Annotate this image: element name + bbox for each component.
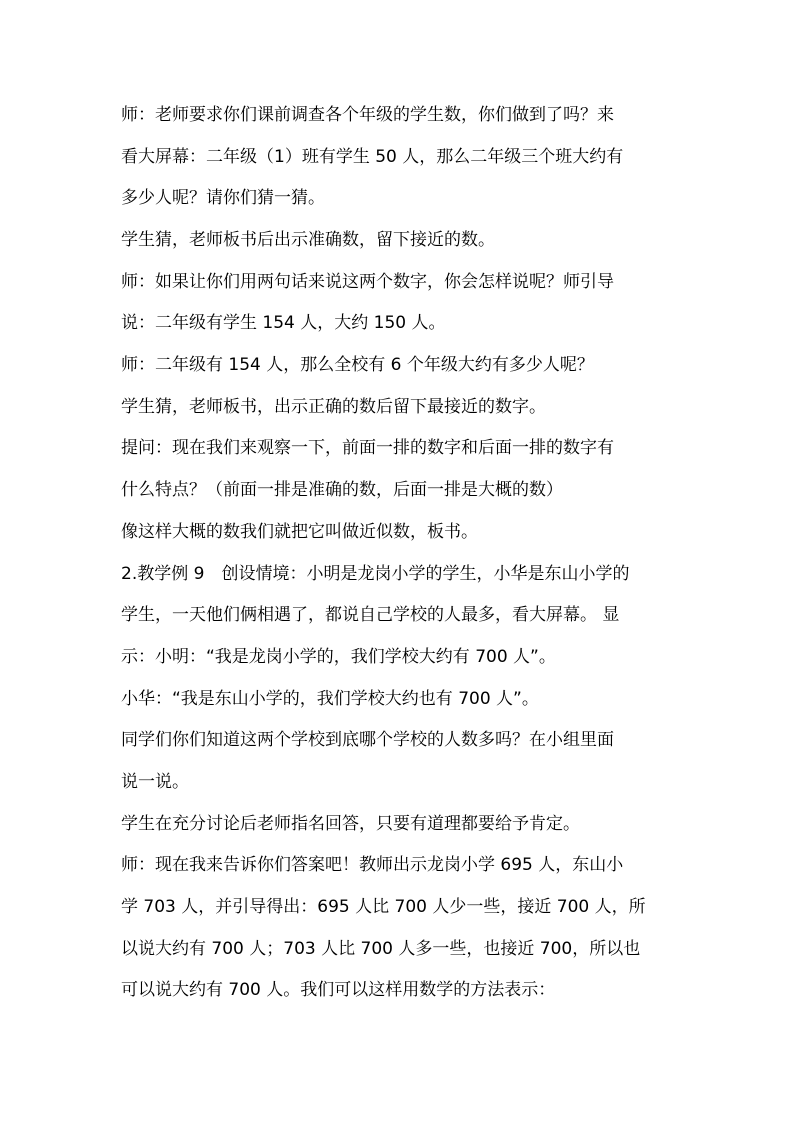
- text-line: 说：二年级有学生 154 人，大约 150 人。: [121, 313, 446, 333]
- text-line: 提问：现在我们来观察一下，前面一排的数字和后面一排的数字有: [121, 438, 614, 458]
- text-line: 可以说大约有 700 人。我们可以这样用数学的方法表示：: [121, 980, 556, 1000]
- text-line: 多少人呢？请你们猜一猜。: [121, 188, 325, 208]
- text-line: 师：二年级有 154 人，那么全校有 6 个年级大约有多少人呢？: [121, 355, 594, 375]
- text-line: 学 703 人，并引导得出：695 人比 700 人少一些，接近 700 人，所: [121, 897, 646, 917]
- text-line: 同学们你们知道这两个学校到底哪个学校的人数多吗？在小组里面: [121, 730, 614, 750]
- text-line: 师：如果让你们用两句话来说这两个数字，你会怎样说呢？师引导: [121, 272, 614, 292]
- text-line: 什么特点？（前面一排是准确的数，后面一排是大概的数）: [121, 480, 563, 500]
- text-line: 看大屏幕：二年级（1）班有学生 50 人，那么二年级三个班大约有: [121, 147, 624, 167]
- text-line: 学生在充分讨论后老师指名回答，只要有道理都要给予肯定。: [121, 814, 580, 834]
- text-line: 学生猜，老师板书后出示准确数，留下接近的数。: [121, 230, 495, 250]
- text-line: 以说大约有 700 人；703 人比 700 人多一些，也接近 700，所以也: [121, 939, 641, 959]
- text-line: 师：老师要求你们课前调查各个年级的学生数，你们做到了吗？来: [121, 105, 614, 125]
- text-line: 学生猜，老师板书，出示正确的数后留下最接近的数字。: [121, 397, 546, 417]
- text-line: 小华：“我是东山小学的，我们学校大约也有 700 人”。: [121, 689, 539, 709]
- text-line: 学生，一天他们俩相遇了，都说自己学校的人最多，看大屏幕。 显: [121, 605, 620, 625]
- text-line: 师：现在我来告诉你们答案吧！教师出示龙岗小学 695 人，东山小: [121, 855, 624, 875]
- text-line: 2.教学例 9 创设情境：小明是龙岗小学的学生，小华是东山小学的: [121, 564, 630, 584]
- text-line: 说一说。: [121, 772, 189, 792]
- text-line: 示：小明：“我是龙岗小学的，我们学校大约有 700 人”。: [121, 647, 556, 667]
- text-line: 像这样大概的数我们就把它叫做近似数，板书。: [121, 522, 478, 542]
